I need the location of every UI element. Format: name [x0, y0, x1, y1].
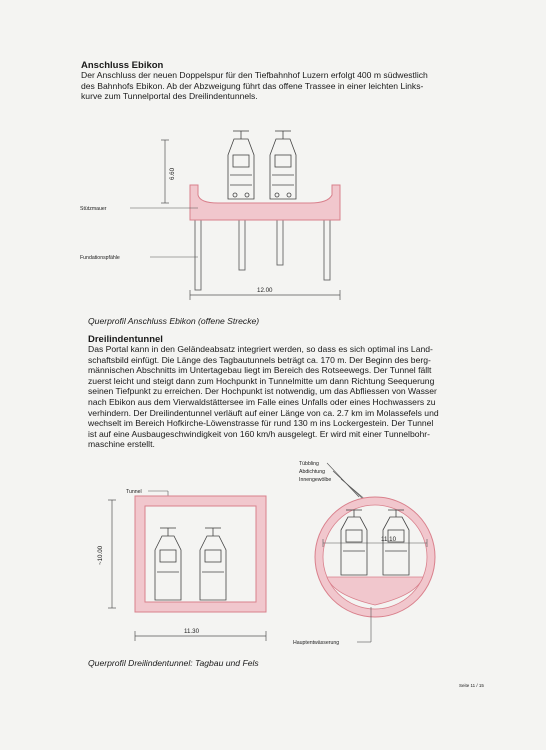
height-dimension: [161, 140, 169, 203]
width-dimension: [135, 631, 266, 641]
foundation-piles: [195, 220, 330, 290]
text-line: seinen Tiefpunkt zu erreichen. Der Hochpunkt ist notwendig, um das Abfliessen von Wasser: [88, 386, 437, 397]
label-retaining-wall: Stützmauer: [80, 206, 107, 212]
height-dimension: [108, 500, 116, 608]
text-line: zuerst leicht und steigt dann zum Hochpunkt in Tunnelmitte um dann Richtung Seequerung: [88, 375, 435, 386]
cross-section-bored-tunnel: [285, 455, 470, 655]
text-line: maschine erstellt.: [88, 439, 155, 450]
section-title-anschluss-ebikon: Anschluss Ebikon: [81, 60, 164, 71]
train-left: [228, 131, 254, 199]
trough-structure: [190, 185, 340, 220]
cross-section-open-line: [80, 125, 360, 320]
text-line: männischen Abschnitts im Untertagebau liegt im Bereich des Rotseewegs. Der Tunnel fällt: [88, 365, 432, 376]
label-innengewoelbe: Innengewölbe: [299, 477, 332, 483]
width-dimension-label: 12.00: [257, 287, 273, 294]
page-number: Seite 11 / 15: [459, 683, 484, 688]
label-tunnel: Tunnel: [126, 489, 142, 495]
label-drainage: Hauptentwässerung: [293, 640, 340, 646]
section-title-dreilindentunnel: Dreilindentunnel: [88, 334, 163, 345]
cross-section-cut-and-cover: [90, 480, 280, 650]
text-line: Das Portal kann in den Geländeabsatz integriert werden, so dass es sich optimal ins Land-: [88, 344, 433, 354]
train-right: [270, 131, 296, 199]
text-line: Der Anschluss der neuen Doppelspur für den Tiefbahnhof Luzern erfolgt 400 m südwestlich: [81, 70, 428, 80]
label-foundation-piles: Fundationspfähle: [80, 255, 120, 261]
text-line: verhindern. Der Dreilindentunnel verläuft auf einer Länge von ca. 2.7 km im Molassefels und: [88, 407, 439, 418]
label-tuebbing: Tübbling: [299, 461, 319, 467]
text-line: schaftsbild einfügt. Die Länge des Tagbautunnels beträgt ca. 170 m. Der Beginn des berg-: [88, 354, 431, 365]
width-dimension-label: 11.10: [381, 536, 397, 543]
train-right: [200, 528, 226, 600]
figure-caption-tunnel: Querprofil Dreilindentunnel: Tagbau und Fels: [88, 658, 259, 668]
train-left: [155, 528, 181, 600]
text-line: ist auf eine Ausbaugeschwindigkeit von 160 km/h ausgelegt. Er wird mit einer Tunnelbohr-: [88, 428, 431, 439]
height-dimension-label: 6.60: [169, 167, 176, 180]
text-line: des Bahnhofs Ebikon. Ab der Abzweigung führt das offene Trassee in einer leichten Links-: [81, 80, 424, 91]
figure-caption-open-line: Querprofil Anschluss Ebikon (offene Strecke): [88, 316, 260, 326]
text-line: wechselt im Bereich Hofkirche-Löwenstrasse für rund 130 m ins Lockergestein. Der Tunnel: [88, 418, 434, 429]
label-abdichtung: Abdichtung: [299, 469, 325, 475]
text-line: kurve zum Tunnelportal des Dreilindentunnels.: [81, 91, 258, 102]
section-text-anschluss-ebikon: [81, 70, 521, 102]
section-text-dreilindentunnel: [88, 344, 528, 450]
width-dimension-label: 11.30: [184, 628, 200, 635]
text-line: nach Ebikon aus dem Vierwaldstättersee im Falle eines Unfalls oder eines Hochwassers zu: [88, 396, 436, 407]
height-dimension-label: ~10.00: [97, 545, 104, 565]
